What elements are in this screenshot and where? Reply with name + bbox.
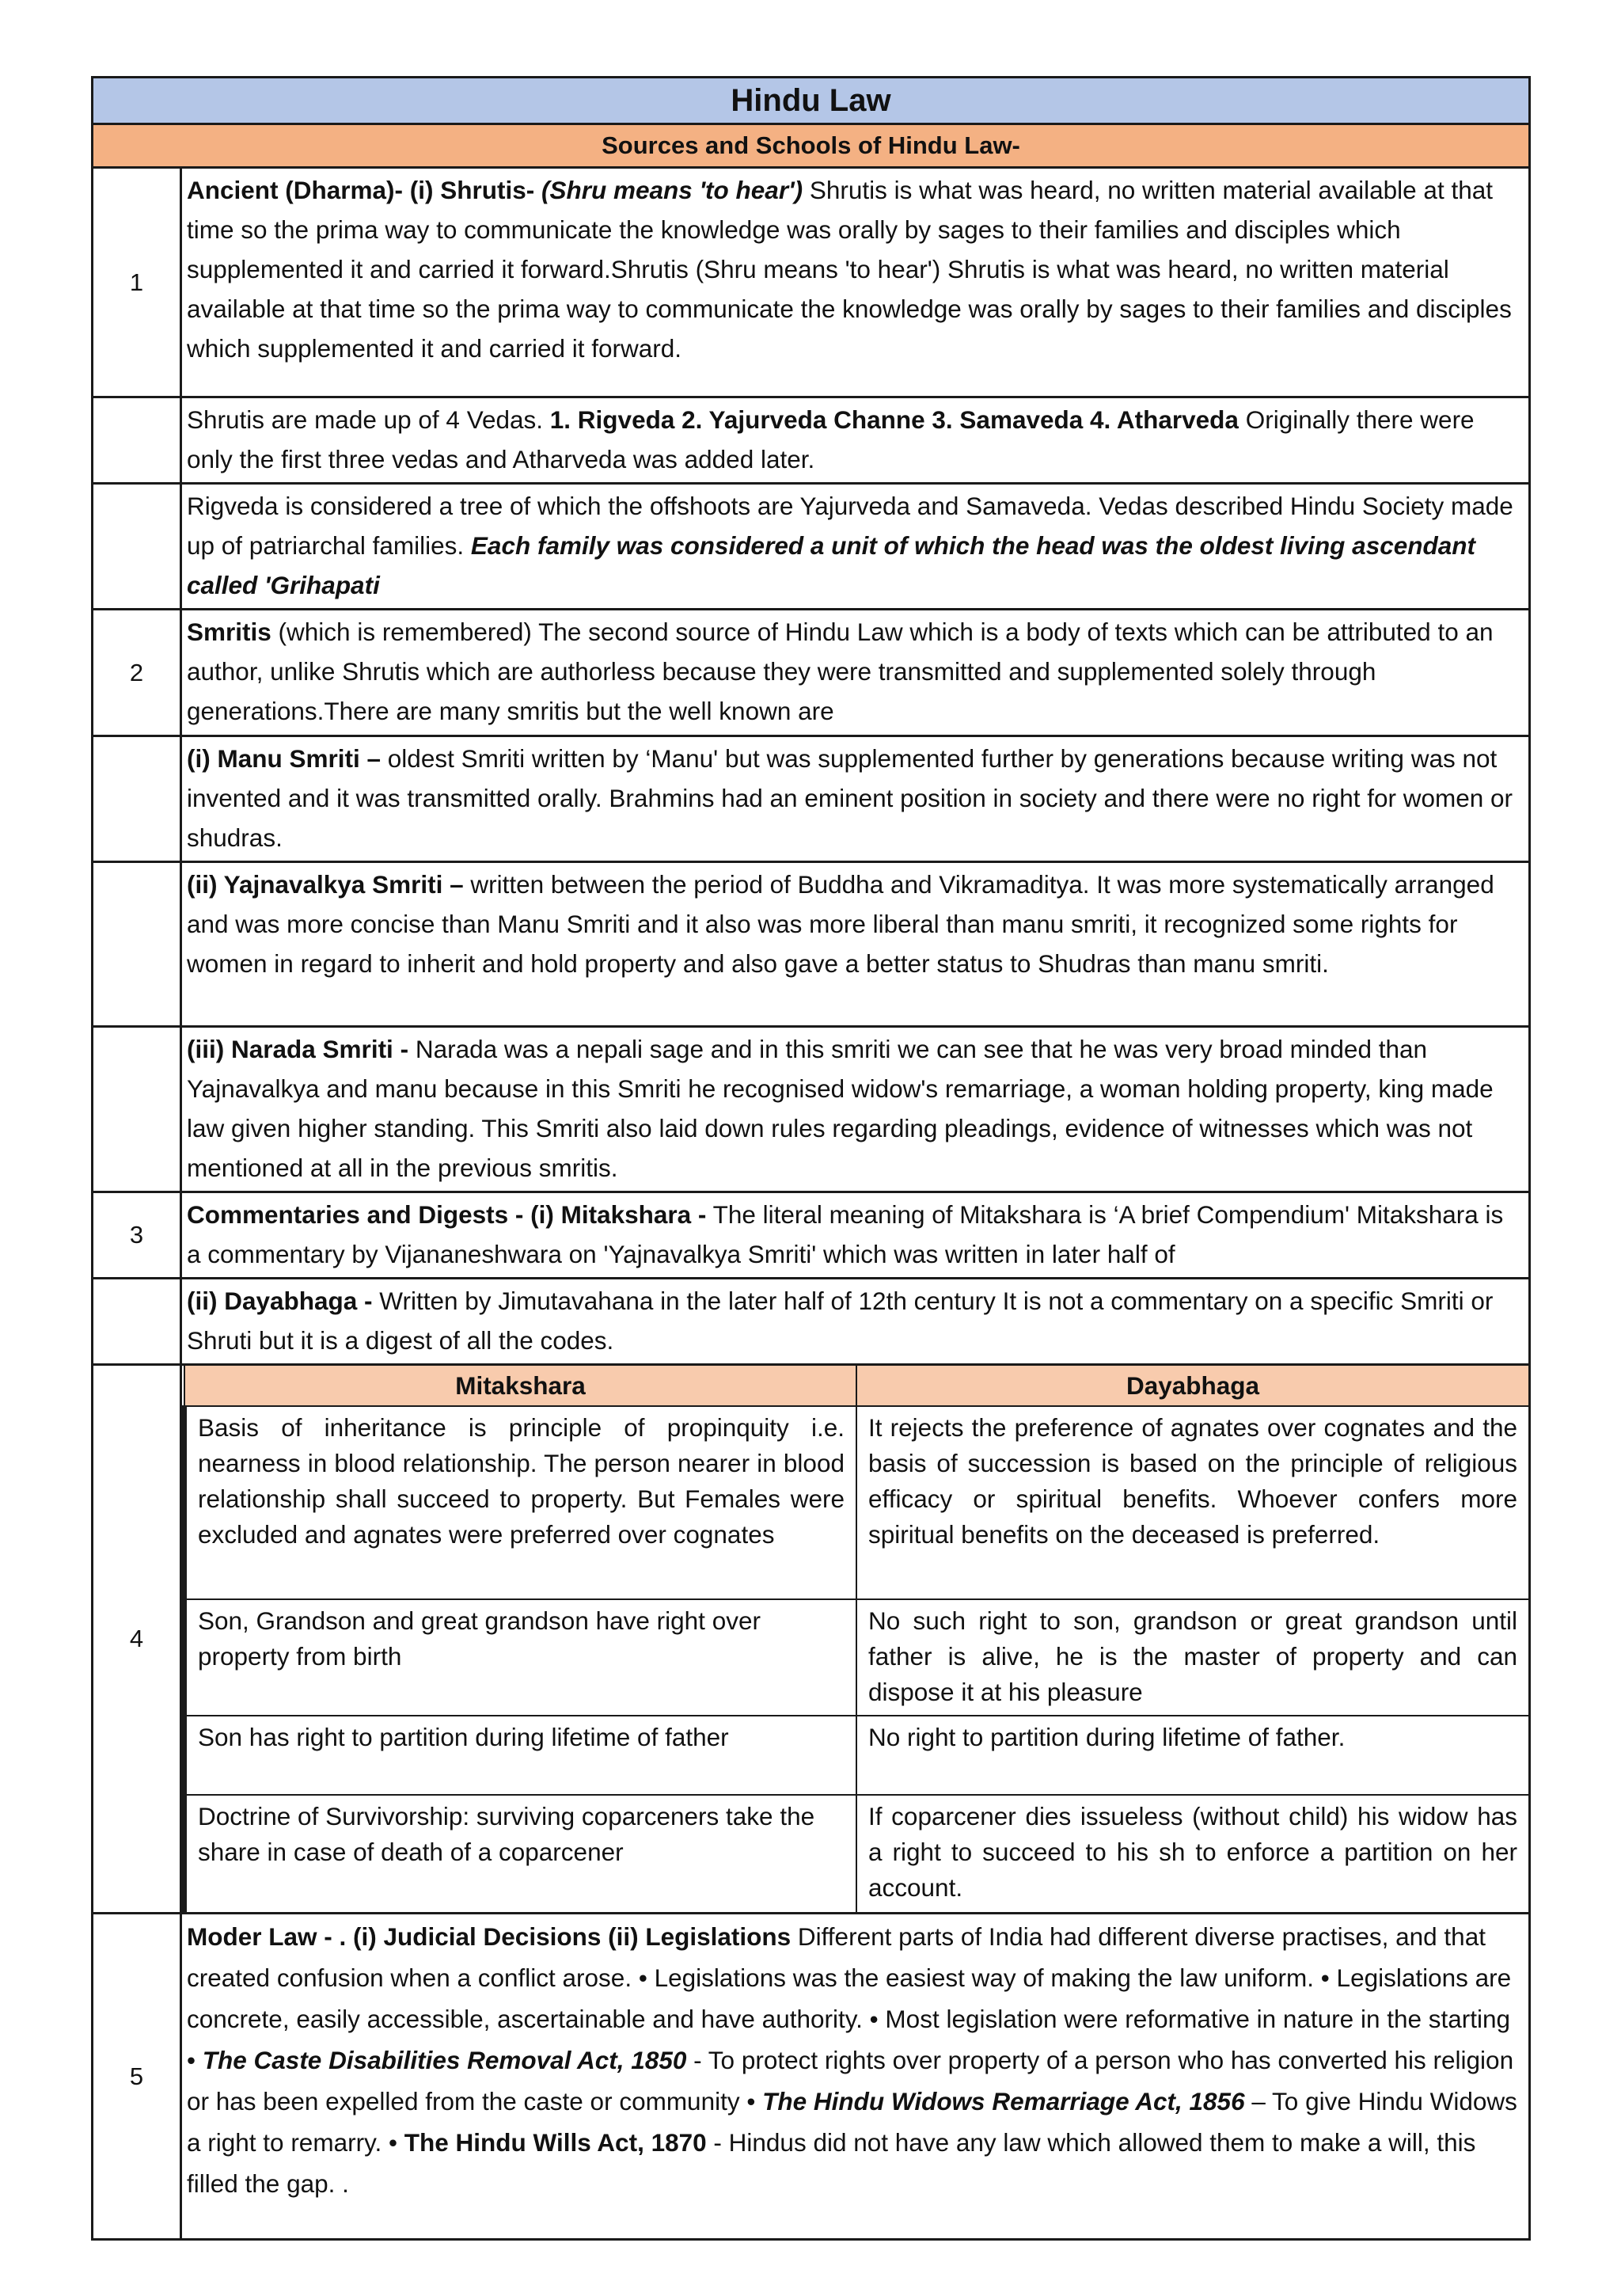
table-row bbox=[93, 736, 1530, 862]
table-row bbox=[93, 397, 1530, 484]
body-text: - Hindus did not have any law which allowed them to make a will, this filled the gap. . bbox=[187, 2128, 1476, 2198]
body-text: (which is remembered) The second source of Hindu Law which is a body of texts which can be attributed to an author, unlike Shrutis which are authorless because they were transmitted and supplemented solely through generations.There are many smritis but the well known are bbox=[187, 618, 1494, 725]
comparison-row bbox=[184, 1406, 1528, 1599]
row-number bbox=[93, 397, 181, 484]
body-text: Different parts of India had different diverse practises, and that created confusion when a conflict arose. • Legislations was the easiest way of making the law uniform. • Legislations are concrete, easily accessible, ascertainable and have authority. • Most legislation were reformative in nature in the starting • bbox=[187, 1922, 1512, 2074]
manu-smriti-cell bbox=[181, 736, 1530, 862]
bold-italic-text: The Hindu Widows Remarriage Act, 1856 bbox=[762, 2087, 1245, 2115]
bold-text: Smritis bbox=[187, 618, 271, 646]
row-number bbox=[93, 484, 181, 610]
body-text: Rigveda is considered a tree of which the offshoots are Yajurveda and Samaveda. Vedas described Hindu Society made up of patriarchal families. bbox=[187, 492, 1513, 560]
body-text: written between the period of Buddha and Vikramaditya. It was more systematically arranged and was more concise than Manu Smriti and it also was more liberal than manu smriti, it recognized some rights for women in regard to inherit and hold property and also gave a better status to Shudras than manu smriti. bbox=[187, 870, 1494, 978]
body-text: The literal meaning of Mitakshara is ‘A brief Compendium' Mitakshara is a commentary by Vijananeshwara on 'Yajnavalkya Smriti' which was written in later half of bbox=[187, 1200, 1504, 1268]
sheet-subtitle: Sources and Schools of Hindu Law- bbox=[93, 124, 1530, 168]
body-text: oldest Smriti written by ‘Manu' but was supplemented further by generations because writing was not invented and it was transmitted orally. Brahmins had an eminent position in society and there were no right for women or shudras. bbox=[187, 744, 1513, 852]
dayabhaga-point: No such right to son, grandson or great grandson until father is alive, he is the master of property and can dispose it at his pleasure bbox=[856, 1599, 1528, 1716]
mitakshara-point bbox=[184, 1599, 856, 1716]
commentaries-cell bbox=[181, 1192, 1530, 1279]
hindu-law-sheet bbox=[91, 76, 1528, 2241]
body-text: Originally there were only the first three vedas and Atharveda was added later. bbox=[187, 405, 1475, 473]
modern-law-cell bbox=[181, 1914, 1530, 2240]
bold-text: (i) Manu Smriti – bbox=[187, 744, 382, 773]
row-number bbox=[93, 1279, 181, 1365]
table-row bbox=[93, 168, 1530, 397]
mitakshara-text: Son has right to partition during lifetime of father bbox=[198, 1723, 729, 1751]
main-table bbox=[91, 76, 1531, 2241]
row-number bbox=[93, 1027, 181, 1192]
table-row bbox=[93, 1365, 1530, 1914]
bold-text: 1. Rigveda 2. Yajurveda Channe 3. Samaveda 4. Atharveda bbox=[549, 405, 1239, 434]
body-text: Written by Jimutavahana in the later half of 12th century It is not a commentary on a specific Smriti or Shruti but it is a digest of all the codes. bbox=[187, 1287, 1494, 1355]
body-text: – To give Hindu Widows a right to remarry. • bbox=[187, 2087, 1517, 2157]
sheet-title: Hindu Law bbox=[93, 78, 1530, 124]
table-row bbox=[93, 1914, 1530, 2240]
mitakshara-point: Basis of inheritance is principle of propinquity i.e. nearness in blood relationship. The person nearer in blood relationship shall succeed to property. But Females were excluded and agnates were preferred over cognates bbox=[184, 1406, 856, 1599]
bold-text: (ii) Yajnavalkya Smriti – bbox=[187, 870, 464, 899]
row-number: 4 bbox=[93, 1365, 181, 1914]
row-number: 3 bbox=[93, 1192, 181, 1279]
bold-text: Ancient (Dharma)- (i) Shrutis- bbox=[187, 176, 535, 204]
ancient-dharma-cell bbox=[181, 168, 1530, 397]
bold-italic-text: The Caste Disabilities Removal Act, 1850 bbox=[202, 2046, 687, 2074]
bold-text: The Hindu Wills Act, 1870 bbox=[404, 2128, 707, 2157]
dayabhaga-point: It rejects the preference of agnates over cognates and the basis of succession is based on the principle of religious efficacy or spiritual benefits. Whoever confers more spiritual benefits on the deceased is preferred. bbox=[856, 1406, 1528, 1599]
vedas-cell bbox=[181, 397, 1530, 484]
smritis-cell bbox=[181, 610, 1530, 736]
bold-italic-text: (Shru means 'to hear') bbox=[534, 176, 803, 204]
table-row bbox=[93, 610, 1530, 736]
comparison-cell bbox=[181, 1365, 1530, 1914]
table-row bbox=[93, 1027, 1530, 1192]
mitakshara-point: Doctrine of Survivorship: surviving coparceners take the share in case of death of a coparcener bbox=[184, 1795, 856, 1912]
table-row bbox=[93, 1279, 1530, 1365]
rigveda-cell bbox=[181, 484, 1530, 610]
row-number: 1 bbox=[93, 168, 181, 397]
body-text: - To protect rights over property of a person who has converted his religion or has been expelled from the caste or community • bbox=[187, 2046, 1514, 2115]
row-number: 2 bbox=[93, 610, 181, 736]
body-text: Shrutis is what was heard, no written material available at that time so the prima way to communicate the knowledge was orally by sages to their families and disciples which supplemented it and carried it forward.Shrutis (Shru means 'to hear') Shrutis is what was heard, no written material available at that time so the prima way to communicate the knowledge was orally by sages to their families and disciples which supplemented it and carried it forward. bbox=[187, 176, 1512, 363]
yajnavalkya-smriti-cell bbox=[181, 862, 1530, 1027]
body-text: Narada was a nepali sage and in this smriti we can see that he was very broad minded than Yajnavalkya and manu because in this Smriti he recognised widow's remarriage, a woman holding property, king made law given higher standing. This Smriti also laid down rules regarding pleadings, evidence of witnesses which was not mentioned at all in the previous smritis. bbox=[187, 1035, 1494, 1182]
bold-text: Commentaries and Digests - (i) Mitakshara - bbox=[187, 1200, 707, 1229]
bold-italic-text: Each family was considered a unit of which the head was the oldest living ascendant called 'Grihapati bbox=[187, 531, 1475, 599]
bold-text: (ii) Dayabhaga - bbox=[187, 1287, 373, 1315]
mitakshara-header: Mitakshara bbox=[184, 1366, 856, 1406]
bold-text: (iii) Narada Smriti - bbox=[187, 1035, 409, 1063]
table-row bbox=[93, 484, 1530, 610]
narada-smriti-cell bbox=[181, 1027, 1530, 1192]
comparison-row bbox=[184, 1795, 1528, 1912]
row-number bbox=[93, 736, 181, 862]
mitakshara-point bbox=[184, 1716, 856, 1795]
row-number bbox=[93, 862, 181, 1027]
dayabhaga-cell bbox=[181, 1279, 1530, 1365]
mitakshara-text: Son, Grandson and great grandson have right over property from birth bbox=[198, 1606, 761, 1671]
bold-text: Moder Law - . (i) Judicial Decisions (ii) Legislations bbox=[187, 1922, 792, 1951]
body-text: Shrutis are made up of 4 Vedas. bbox=[187, 405, 550, 434]
table-row bbox=[93, 862, 1530, 1027]
dayabhaga-point: If coparcener dies issueless (without child) his widow has a right to succeed to his sh to enforce a partition on her account. bbox=[856, 1795, 1528, 1912]
dayabhaga-header: Dayabhaga bbox=[856, 1366, 1528, 1406]
dayabhaga-point: No right to partition during lifetime of father. bbox=[856, 1716, 1528, 1795]
comparison-table bbox=[182, 1366, 1528, 1912]
row-number: 5 bbox=[93, 1914, 181, 2240]
comparison-row bbox=[184, 1599, 1528, 1716]
comparison-row bbox=[184, 1716, 1528, 1795]
table-row bbox=[93, 1192, 1530, 1279]
